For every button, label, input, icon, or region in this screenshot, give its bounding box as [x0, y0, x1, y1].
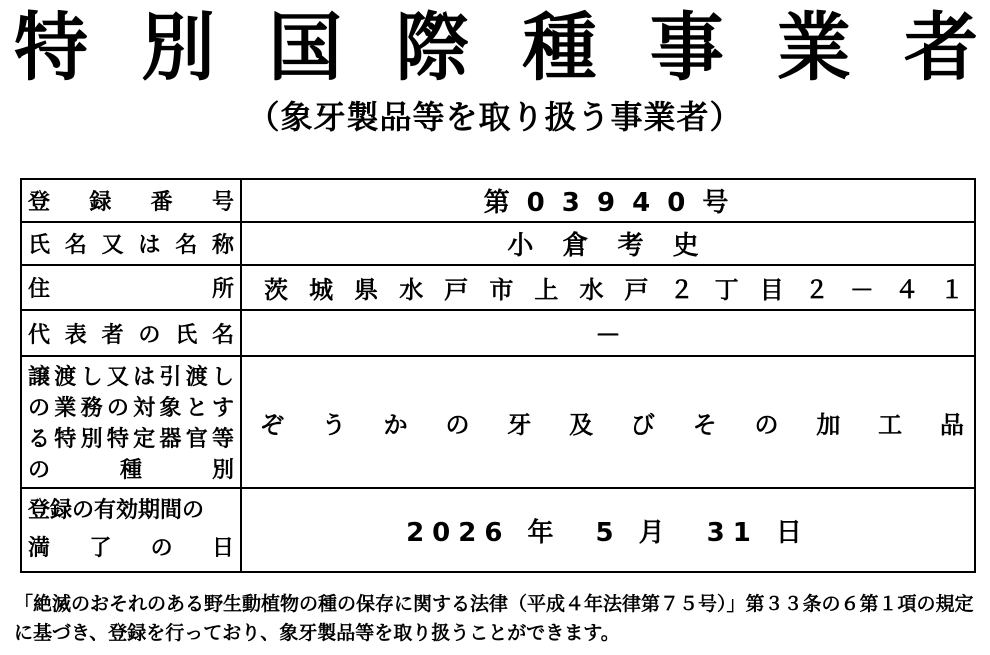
- char: 特: [54, 427, 77, 452]
- char: 対: [133, 396, 156, 421]
- char: す: [211, 396, 234, 421]
- registration-number-value: 第 0 3 9 4 0 号: [241, 179, 975, 222]
- char: 番: [150, 190, 173, 215]
- char: 名: [175, 233, 198, 258]
- char: の: [28, 396, 51, 421]
- char: 特: [14, 5, 88, 91]
- char: は: [138, 233, 161, 258]
- char: 等: [211, 427, 234, 452]
- row-registration-number: [21, 179, 975, 222]
- char: 上: [534, 276, 559, 304]
- address-label: [21, 265, 241, 310]
- char: 了: [89, 536, 112, 561]
- char: 器: [159, 427, 182, 452]
- char: 種: [119, 458, 142, 483]
- char: 氏: [28, 233, 51, 258]
- char: 品: [939, 410, 964, 439]
- char: 登: [28, 190, 51, 215]
- char: び: [630, 410, 655, 439]
- char: 別: [80, 427, 103, 452]
- char: －: [849, 276, 874, 304]
- char: 戸: [444, 276, 469, 304]
- char: 代: [28, 322, 51, 348]
- char: し: [211, 365, 234, 390]
- char: ぞ: [260, 410, 284, 439]
- char: か: [383, 410, 408, 439]
- char: 目: [759, 276, 784, 304]
- char: 際: [395, 5, 470, 91]
- char: 別: [141, 5, 216, 91]
- char: 城: [309, 276, 334, 304]
- char: 官: [185, 427, 208, 452]
- kind-label: [21, 356, 241, 488]
- char: の: [28, 458, 51, 483]
- char: う: [321, 410, 346, 439]
- page-title: [0, 6, 990, 90]
- char: 又: [106, 365, 129, 390]
- char: 県: [354, 276, 379, 304]
- registration-number-label: [21, 179, 241, 222]
- char: 工: [878, 410, 903, 439]
- legal-notice: 「絶滅のおそれのある野生動植物の種の保存に関する法律（平成４年法律第７５号）」第３３条の６第１項の規定に基づき、登録を行っており、象牙製品等を取り扱うことができます。: [14, 593, 974, 644]
- char: 市: [489, 276, 514, 304]
- char: 別: [211, 458, 234, 483]
- char: 水: [579, 276, 604, 304]
- char: 務: [80, 396, 103, 421]
- expiry-label: 登録の有効期間の 満 了 の 日: [21, 488, 241, 572]
- char: 号: [211, 190, 234, 215]
- char: 又: [101, 233, 124, 258]
- representative-value: －: [241, 310, 975, 356]
- char: 者: [101, 322, 124, 348]
- kind-value: [241, 356, 975, 488]
- row-address: [21, 265, 975, 310]
- char: 及: [569, 410, 594, 439]
- char: の: [445, 410, 470, 439]
- char: ２: [804, 276, 829, 304]
- char: ４: [894, 276, 919, 304]
- char: 水: [399, 276, 424, 304]
- char: し: [80, 365, 103, 390]
- char: 象: [159, 396, 182, 421]
- char: 日: [211, 536, 234, 561]
- char: 業: [776, 5, 851, 91]
- char: 譲: [28, 365, 51, 390]
- char: 加: [816, 410, 841, 439]
- char: 国: [268, 5, 343, 91]
- char: 名: [64, 233, 87, 258]
- char: 称: [211, 233, 234, 258]
- registration-table: [20, 178, 976, 573]
- char: 茨: [264, 276, 288, 304]
- char: と: [185, 396, 208, 421]
- row-representative: [21, 310, 975, 356]
- char: 渡: [185, 365, 208, 390]
- char: 業: [54, 396, 77, 421]
- char: 者: [903, 5, 978, 91]
- char: 引: [159, 365, 182, 390]
- name-value: 小 倉 考 史: [241, 222, 975, 265]
- char: 氏: [175, 322, 198, 348]
- char: の: [150, 536, 173, 561]
- char: 特: [106, 427, 129, 452]
- char: る: [28, 427, 51, 452]
- char: 牙: [507, 410, 532, 439]
- char: の: [138, 322, 161, 348]
- char: 丁: [714, 276, 739, 304]
- char: 表: [64, 322, 87, 348]
- page-subtitle: （象牙製品等を取り扱う事業者）: [247, 98, 743, 136]
- char: の: [106, 396, 129, 421]
- row-name: [21, 222, 975, 265]
- char: 種: [522, 5, 597, 91]
- char: １: [939, 276, 964, 304]
- char: 名: [211, 322, 234, 348]
- name-label: [21, 222, 241, 265]
- address-label-text: 住 所: [28, 277, 234, 302]
- row-expiry: [21, 488, 975, 572]
- char: ２: [669, 276, 694, 304]
- char: 戸: [624, 276, 649, 304]
- char: 録: [89, 190, 112, 215]
- char: 渡: [54, 365, 77, 390]
- representative-label: [21, 310, 241, 356]
- char: そ: [692, 410, 717, 439]
- char: の: [754, 410, 779, 439]
- char: は: [133, 365, 156, 390]
- expiry-value: 2026 年 5 月 31 日: [241, 488, 975, 572]
- char: 満: [28, 536, 51, 561]
- address-value: [241, 265, 975, 310]
- char: 定: [133, 427, 156, 452]
- row-kind: [21, 356, 975, 488]
- char: 事: [649, 5, 724, 91]
